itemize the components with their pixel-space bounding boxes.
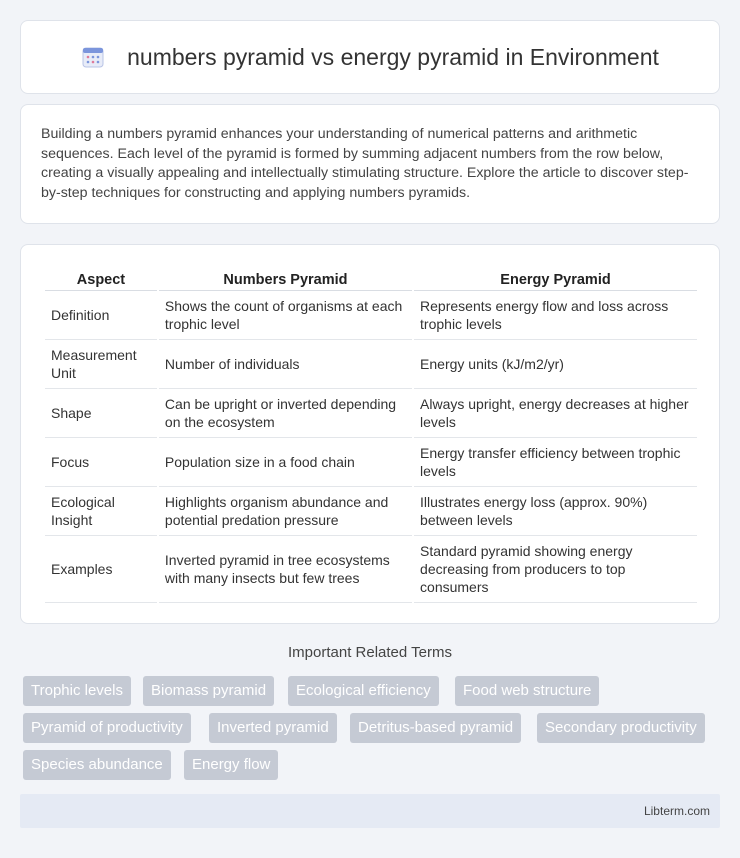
table-cell: Population size in a food chain xyxy=(159,438,412,487)
title-card xyxy=(20,20,720,94)
table-cell: Energy units (kJ/m2/yr) xyxy=(414,340,697,389)
table-cell: Standard pyramid showing energy decreasing from producers to top consumers xyxy=(414,536,697,603)
table-cell: Highlights organism abundance and potential predation pressure xyxy=(159,487,412,536)
table-cell: Ecological Insight xyxy=(45,487,157,536)
table-cell: Can be upright or inverted depending on the ecosystem xyxy=(159,389,412,438)
table-cell: Measurement Unit xyxy=(45,340,157,389)
table-cell: Illustrates energy loss (approx. 90%) between levels xyxy=(414,487,697,536)
table-header-row xyxy=(45,265,697,291)
table-cell: Energy transfer efficiency between trophic levels xyxy=(414,438,697,487)
header-numbers-pyramid: Numbers Pyramid xyxy=(159,265,412,291)
table-cell: Focus xyxy=(45,438,157,487)
calendar-grid-icon xyxy=(81,45,105,69)
table-row xyxy=(45,340,697,389)
table-cell: Inverted pyramid in tree ecosystems with many insects but few trees xyxy=(159,536,412,603)
tag-secondary-productivity[interactable]: Secondary productivity xyxy=(537,713,705,743)
table-cell: Definition xyxy=(45,291,157,340)
tag-detritus-based-pyramid[interactable]: Detritus-based pyramid xyxy=(350,713,521,743)
table-cell: Always upright, energy decreases at higher levels xyxy=(414,389,697,438)
comparison-table-card xyxy=(20,244,720,624)
intro-paragraph: Building a numbers pyramid enhances your understanding of numerical patterns and arithmetic sequences. Each level of the pyramid is formed by summing adjacent numbers from the row below, creating a visually appealing and intellectually stimulating structure. Explore the article to discover step-by-step techniques for constructing and applying numbers pyramids. xyxy=(41,126,689,201)
comparison-table xyxy=(43,265,699,603)
page-title: numbers pyramid vs energy pyramid in Environment xyxy=(127,43,659,70)
tag-inverted-pyramid[interactable]: Inverted pyramid xyxy=(209,713,337,743)
tag-energy-flow[interactable]: Energy flow xyxy=(184,750,278,780)
table-cell: Shape xyxy=(45,389,157,438)
table-row xyxy=(45,438,697,487)
intro-card xyxy=(20,104,720,224)
table-row xyxy=(45,291,697,340)
table-row xyxy=(45,487,697,536)
table-cell: Number of individuals xyxy=(159,340,412,389)
tag-species-abundance[interactable]: Species abundance xyxy=(23,750,171,780)
footer-site-link[interactable]: Libterm.com xyxy=(643,804,710,818)
tag-biomass-pyramid[interactable]: Biomass pyramid xyxy=(143,676,274,706)
table-row xyxy=(45,389,697,438)
footer xyxy=(20,794,720,828)
tag-food-web-structure[interactable]: Food web structure xyxy=(455,676,599,706)
header-energy-pyramid: Energy Pyramid xyxy=(414,265,697,291)
table-cell: Shows the count of organisms at each trophic level xyxy=(159,291,412,340)
related-terms-title: Important Related Terms xyxy=(288,644,452,661)
table-row xyxy=(45,536,697,603)
tag-ecological-efficiency[interactable]: Ecological efficiency xyxy=(288,676,439,706)
table-cell: Examples xyxy=(45,536,157,603)
tag-pyramid-of-productivity[interactable]: Pyramid of productivity xyxy=(23,713,191,743)
table-cell: Represents energy flow and loss across trophic levels xyxy=(414,291,697,340)
tag-trophic-levels[interactable]: Trophic levels xyxy=(23,676,131,706)
header-aspect: Aspect xyxy=(45,265,157,291)
